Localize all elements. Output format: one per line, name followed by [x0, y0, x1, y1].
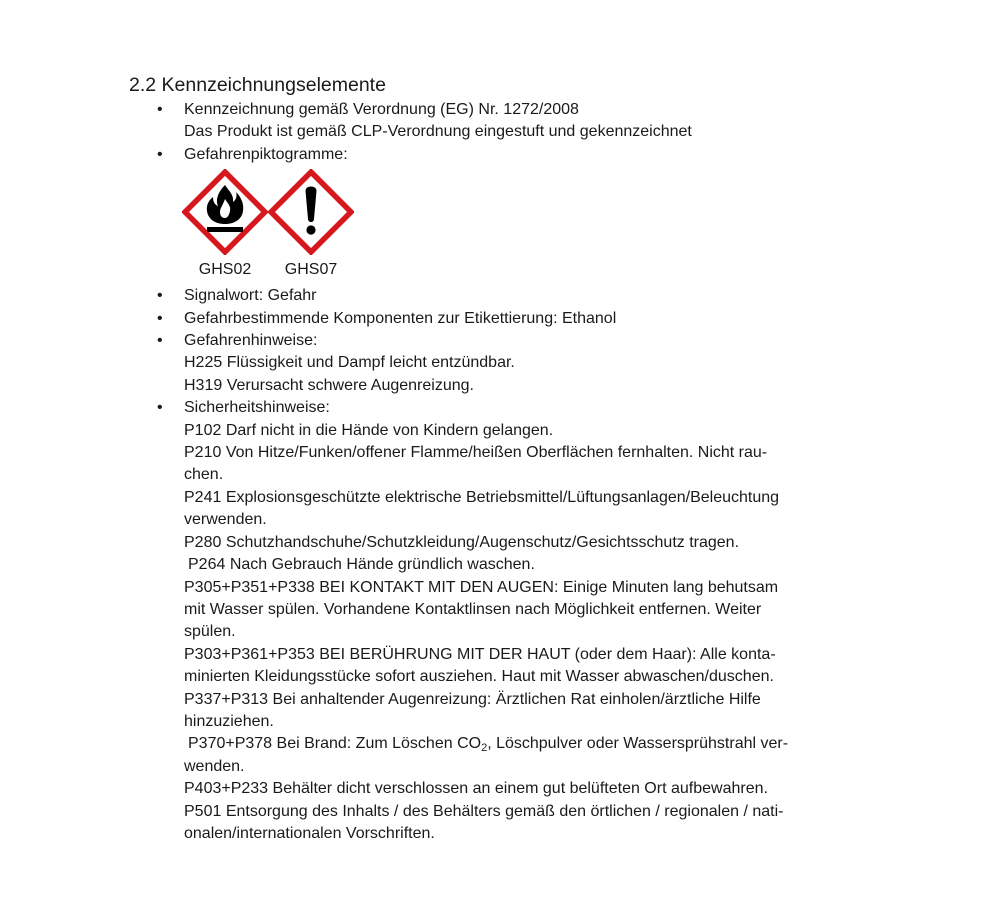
- precautionary-line: hinzuziehen.: [184, 712, 274, 730]
- precautionary-line: P337+P313 Bei anhaltender Augenreizung: Ärztlichen Rat einholen/ärztliche Hilfe: [184, 690, 761, 708]
- list-item-signalwort: [0, 285, 1000, 307]
- precautionary-line: P305+P351+P338 BEI KONTAKT MIT DEN AUGEN: Einige Minuten lang behutsam: [184, 578, 779, 596]
- precautionary-line: chen.: [184, 466, 224, 484]
- pictogram-ghs02: [182, 166, 268, 280]
- co2-subscript: 2: [481, 742, 488, 755]
- pictogram-code: GHS02: [198, 261, 252, 279]
- precautionary-line: P303+P361+P353 BEI BERÜHRUNG MIT DER HAUT (oder dem Haar): Alle konta-: [184, 645, 776, 663]
- p370-suffix: , Löschpulver oder Wassersprühstrahl ver-: [487, 735, 789, 753]
- bullet: •: [157, 287, 163, 305]
- precautionary-line: minierten Kleidungsstücke sofort ausziehen. Haut mit Wasser abwaschen/duschen.: [184, 668, 774, 686]
- precautionary-line-p370: [184, 733, 1000, 755]
- precautionary-line: wenden.: [184, 757, 245, 775]
- precautionary-line: onalen/internationalen Vorschriften.: [184, 824, 435, 842]
- section-heading: 2.2 Kennzeichnungselemente: [129, 74, 386, 96]
- pictogram-ghs07: [268, 166, 354, 280]
- precautionary-line: P280 Schutzhandschuhe/Schutzkleidung/Augenschutz/Gesichtsschutz tragen.: [184, 533, 740, 551]
- precautionary-line: P501 Entsorgung des Inhalts / des Behälters gemäß den örtlichen / regionalen / nati-: [184, 802, 784, 820]
- p370-prefix: P370+P378 Bei Brand: Zum Löschen CO: [188, 735, 482, 753]
- precautionary-line: P403+P233 Behälter dicht verschlossen an einem gut belüfteten Ort aufbewahren.: [184, 780, 768, 798]
- list-item-piktogramme: [0, 144, 1000, 285]
- kennzeichnung-regulation: Kennzeichnung gemäß Verordnung (EG) Nr. 1272/2008: [184, 101, 579, 118]
- precautionary-line: P241 Explosionsgeschützte elektrische Betriebsmittel/Lüftungsanlagen/Beleuchtung: [184, 488, 780, 506]
- list-item-kennzeichnung: [0, 99, 1000, 144]
- bullet: •: [157, 309, 163, 327]
- komponenten-text: Gefahrbestimmende Komponenten zur Etikettierung: Ethanol: [184, 309, 617, 327]
- bullet: •: [157, 145, 163, 163]
- list-item-gefahrenhinweise: [0, 330, 1000, 397]
- precautionary-line: P264 Nach Gebrauch Hände gründlich waschen.: [188, 556, 535, 574]
- bullet: •: [157, 399, 163, 417]
- sicherheitshinweise-label: Sicherheitshinweise:: [184, 399, 330, 417]
- bullet: •: [157, 332, 163, 350]
- pictogram-code: GHS07: [284, 261, 338, 279]
- pictogram-row: [182, 166, 1000, 285]
- list-item-komponenten: [0, 308, 1000, 330]
- precautionary-line: verwenden.: [184, 511, 267, 529]
- exclamation-mark-icon: [268, 169, 354, 255]
- list-item-sicherheitshinweise: [0, 397, 1000, 845]
- kennzeichnung-classification: Das Produkt ist gemäß CLP-Verordnung eingestuft und gekennzeichnet: [184, 123, 692, 141]
- hazard-statement-h225: H225 Flüssigkeit und Dampf leicht entzündbar.: [184, 354, 515, 372]
- labelling-elements-list: [0, 99, 1000, 845]
- precautionary-line: mit Wasser spülen. Vorhandene Kontaktlinsen nach Möglichkeit entfernen. Weiter: [184, 600, 762, 618]
- piktogramme-label: Gefahrenpiktogramme:: [184, 145, 348, 163]
- gefahrenhinweise-label: Gefahrenhinweise:: [184, 332, 318, 350]
- bullet: •: [157, 101, 163, 118]
- flame-icon: [182, 169, 268, 255]
- hazard-statement-h319: H319 Verursacht schwere Augenreizung.: [184, 376, 474, 394]
- precautionary-line: P210 Von Hitze/Funken/offener Flamme/heißen Oberflächen fernhalten. Nicht rau-: [184, 444, 768, 462]
- signalwort-text: Signalwort: Gefahr: [184, 287, 317, 305]
- precautionary-line: P102 Darf nicht in die Hände von Kindern gelangen.: [184, 421, 554, 439]
- precautionary-line: spülen.: [184, 623, 236, 641]
